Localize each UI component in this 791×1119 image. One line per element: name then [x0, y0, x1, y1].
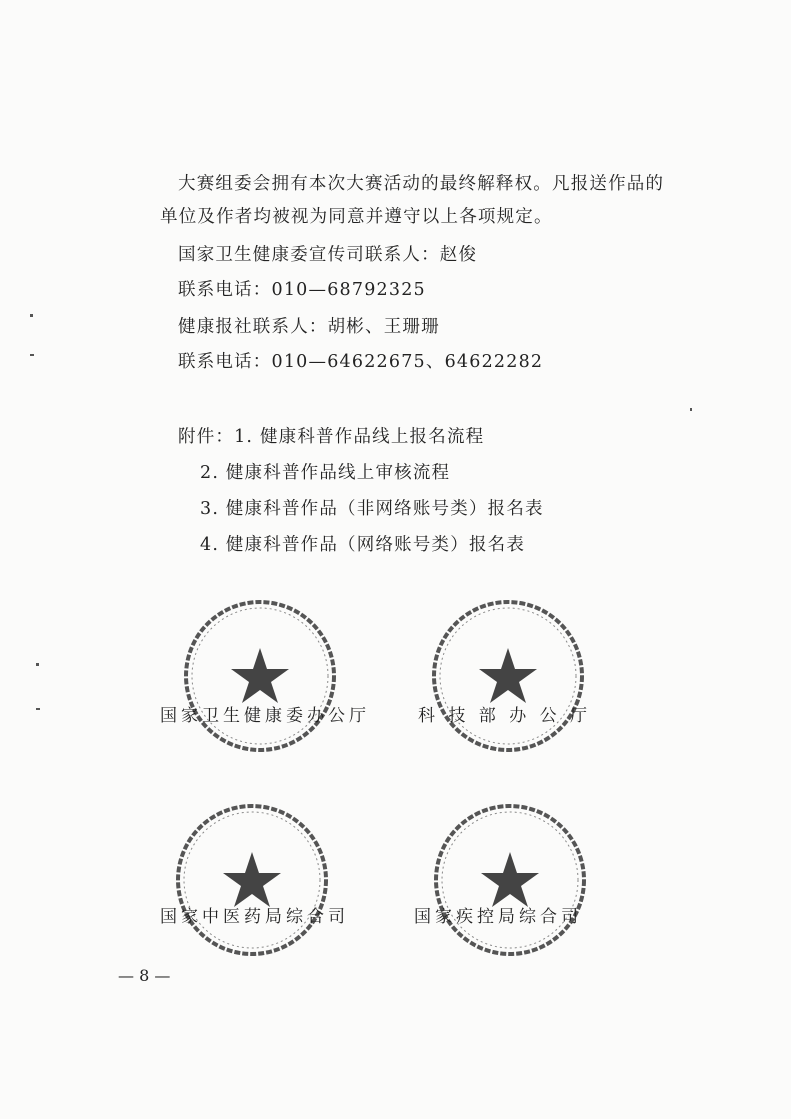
official-seal-1	[180, 596, 340, 756]
scan-speck	[30, 314, 33, 317]
contact1-phone: 联系电话：010—68792325	[178, 280, 426, 300]
scan-speck	[30, 354, 34, 356]
official-seal-3	[172, 800, 332, 960]
official-seal-4	[430, 800, 590, 960]
contact2-name: 健康报社联系人：胡彬、王珊珊	[178, 317, 440, 337]
official-seal-2	[428, 596, 588, 756]
attachment-3: 3. 健康科普作品（非网络账号类）报名表	[200, 499, 544, 519]
attachment-1: 附件：1. 健康科普作品线上报名流程	[178, 427, 485, 447]
attachment-2: 2. 健康科普作品线上审核流程	[200, 463, 451, 483]
paragraph-line-1: 大赛组委会拥有本次大赛活动的最终解释权。凡报送作品的	[178, 174, 665, 194]
signatory-1: 国家卫生健康委办公厅	[160, 706, 370, 726]
paragraph-line-2: 单位及作者均被视为同意并遵守以上各项规定。	[160, 207, 553, 227]
signatory-3: 国家中医药局综合司	[160, 907, 349, 927]
signatory-2: 科 技 部 办 公 厅	[418, 706, 592, 726]
contact1-name: 国家卫生健康委宣传司联系人：赵俊	[178, 245, 478, 265]
scan-speck	[690, 408, 692, 411]
scan-speck	[36, 663, 39, 666]
page-number: — 8 —	[118, 966, 171, 985]
scan-speck	[36, 708, 40, 710]
attachment-4: 4. 健康科普作品（网络账号类）报名表	[200, 535, 526, 555]
signatory-4: 国家疾控局综合司	[414, 907, 582, 927]
contact2-phone: 联系电话：010—64622675、64622282	[178, 352, 544, 372]
